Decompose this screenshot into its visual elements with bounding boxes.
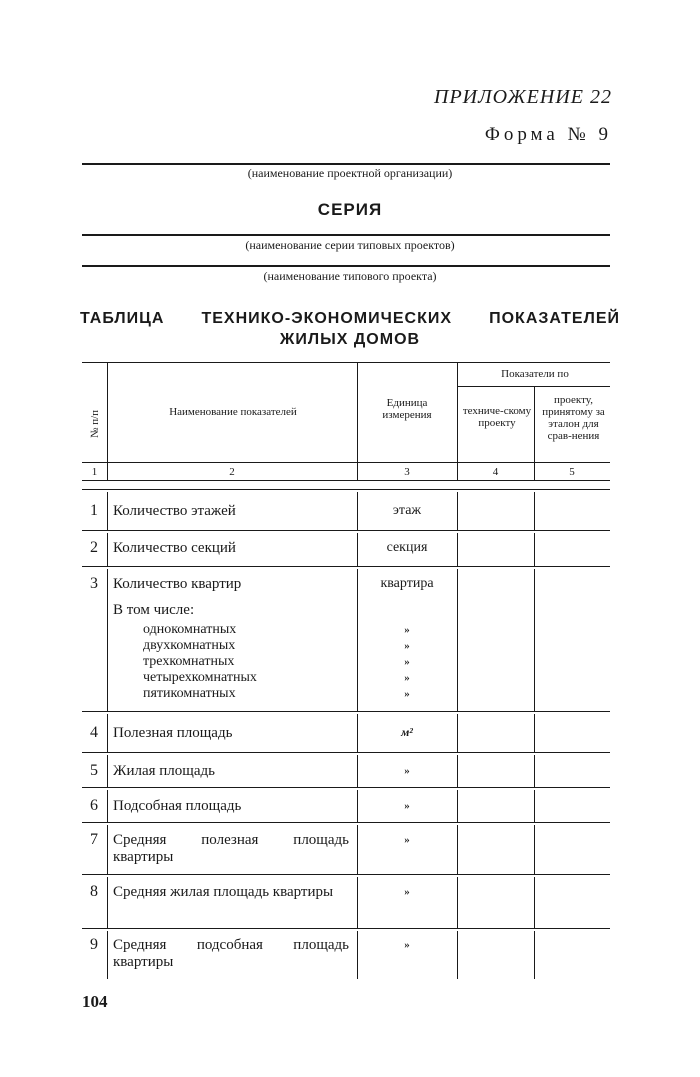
col-name-header: Наименование показателей	[169, 406, 297, 418]
page-number: 104	[82, 992, 108, 1011]
row-name: Средняя жилая площадь квартиры	[113, 884, 334, 900]
row-unit: этаж	[392, 503, 422, 518]
sub-item: пятикомнатных	[143, 686, 236, 701]
col-tech-header: техниче-скому проекту	[462, 405, 532, 429]
row-unit: »	[404, 886, 410, 898]
row-number: 8	[90, 883, 98, 900]
col-number: 5	[569, 466, 575, 478]
row-number: 9	[90, 936, 98, 953]
row-number: 7	[90, 831, 98, 848]
ditto-mark: »	[404, 688, 410, 700]
col-number: 3	[404, 466, 410, 478]
sub-item: однокомнатных	[143, 622, 237, 637]
org-caption: (наименование проектной организации)	[247, 166, 453, 180]
col-number: 1	[91, 466, 98, 478]
row-name: Средняя полезная площадь квартиры	[113, 832, 349, 865]
col-ref-header: проекту, принятому за эталон для срав-нения	[542, 394, 605, 442]
row-number: 5	[90, 762, 98, 779]
appendix-label: ПРИЛОЖЕНИЕ 22	[434, 86, 612, 108]
title-line-1: ТАБЛИЦА ТЕХНИКО-ЭКОНОМИЧЕСКИХ ПОКАЗАТЕЛЕЙ	[80, 310, 620, 327]
project-line	[82, 265, 610, 267]
col-group-header: Показатели по	[501, 368, 569, 380]
col-unit-header: Единица измерения	[382, 397, 432, 421]
row-unit: »	[404, 939, 410, 951]
row-unit: м²	[401, 725, 413, 739]
org-line	[82, 163, 610, 165]
ditto-mark: »	[404, 640, 410, 652]
row-unit: квартира	[380, 576, 434, 591]
ditto-mark: »	[404, 656, 410, 668]
row-name: Подсобная площадь	[113, 798, 242, 814]
col-number: 2	[229, 466, 235, 478]
ditto-mark: »	[404, 624, 410, 636]
series-heading: СЕРИЯ	[317, 200, 383, 219]
row-number: 3	[90, 575, 98, 592]
ditto-mark: »	[404, 672, 410, 684]
row-number: 4	[90, 724, 98, 741]
row-name: Количество секций	[113, 540, 236, 556]
row-name: Полезная площадь	[113, 725, 233, 741]
col-number: 4	[492, 466, 499, 478]
row-number: 1	[90, 502, 98, 519]
form-number: Форма № 9	[484, 124, 612, 145]
row-name: Жилая площадь	[113, 763, 215, 779]
row-name: Количество квартир	[113, 576, 242, 592]
sub-item: трехкомнатных	[143, 654, 235, 669]
title-line-2: ЖИЛЫХ ДОМОВ	[279, 331, 421, 348]
row-number: 6	[90, 797, 98, 814]
row-unit: »	[404, 800, 410, 812]
project-caption: (наименование типового проекта)	[263, 269, 437, 283]
row-name: Количество этажей	[113, 503, 236, 519]
series-line	[82, 234, 610, 236]
row-number: 2	[90, 539, 98, 556]
col-no-header: № п/п	[89, 409, 101, 439]
sub-item: двухкомнатных	[143, 638, 236, 653]
row-name: Средняя подсобная площадь квартиры	[113, 937, 349, 970]
row-unit: »	[404, 765, 410, 777]
row-unit: »	[404, 834, 410, 846]
table-title	[80, 308, 620, 350]
series-caption: (наименование серии типовых проектов)	[245, 238, 455, 252]
sub-item: четырехкомнатных	[143, 670, 257, 685]
row-unit: секция	[386, 540, 428, 555]
sub-label: В том числе:	[113, 602, 195, 618]
